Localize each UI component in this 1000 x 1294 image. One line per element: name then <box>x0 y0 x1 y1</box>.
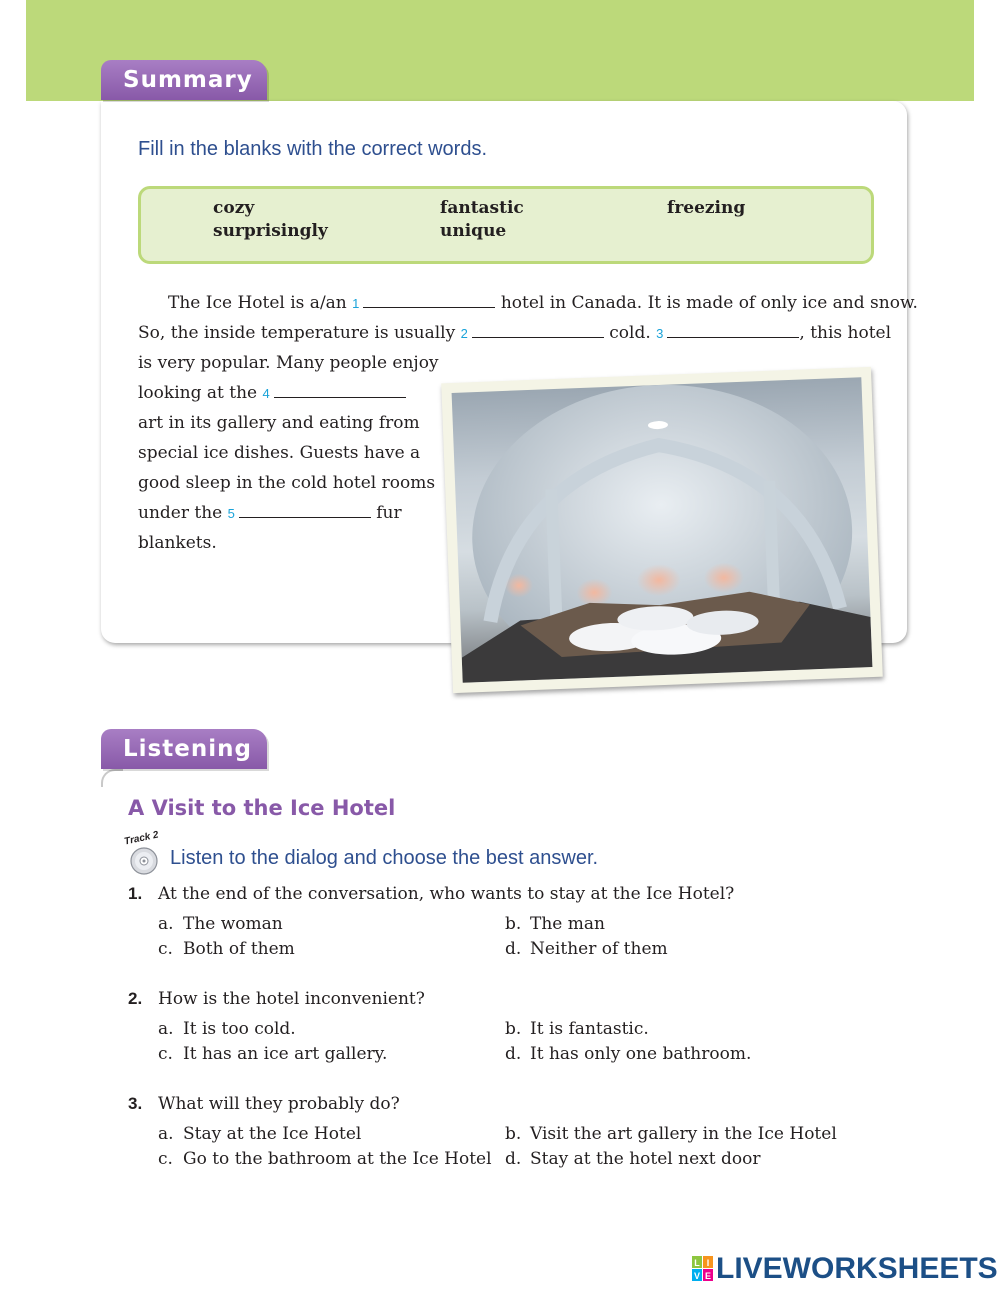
option-text: It is fantastic. <box>530 1019 649 1039</box>
option-letter: a. <box>158 914 174 934</box>
blank-2-input[interactable] <box>472 319 604 338</box>
answer-option[interactable] <box>158 914 283 934</box>
question-number: 3. <box>128 1094 143 1113</box>
track-label: Track 2 <box>123 829 160 848</box>
logo-text: LIVEWORKSHEETS <box>716 1252 998 1285</box>
option-text: Both of them <box>183 939 295 959</box>
listening-instruction: Listen to the dialog and choose the best answer. <box>170 847 599 869</box>
passage-text: , this hotel <box>799 323 892 343</box>
passage-text: hotel in Canada. It is made of only ice and snow. <box>500 293 918 313</box>
question-text: How is the hotel inconvenient? <box>158 989 425 1009</box>
passage-line <box>138 498 402 529</box>
passage-line: art in its gallery and eating from <box>138 413 420 433</box>
blank-number: 5 <box>227 506 235 521</box>
option-letter: b. <box>505 1019 522 1039</box>
passage-text: So, the inside temperature is usually <box>138 323 456 343</box>
word-bank-item: cozy <box>213 198 255 218</box>
cd-icon[interactable] <box>129 846 159 876</box>
blank-5-input[interactable] <box>239 499 371 518</box>
passage-text: The Ice Hotel is a/an <box>168 293 347 313</box>
blank-number: 3 <box>656 326 664 341</box>
question-number: 1. <box>128 884 143 903</box>
option-letter: b. <box>505 1124 522 1144</box>
liveworksheets-logo[interactable] <box>692 1252 998 1286</box>
svg-text:L: L <box>694 1258 700 1268</box>
blank-number: 4 <box>262 386 270 401</box>
answer-option[interactable] <box>505 1019 649 1039</box>
option-letter: b. <box>505 914 522 934</box>
option-text: It has an ice art gallery. <box>183 1044 388 1064</box>
ice-room-illustration <box>452 377 873 683</box>
question-2 <box>128 989 425 1009</box>
blank-1-input[interactable] <box>363 289 495 308</box>
option-letter: c. <box>158 939 173 959</box>
option-text: Stay at the Ice Hotel <box>183 1124 362 1144</box>
word-bank <box>138 186 874 264</box>
option-text: It has only one bathroom. <box>530 1044 752 1064</box>
option-text: Stay at the hotel next door <box>530 1149 761 1169</box>
liveworksheets-mark-icon <box>692 1256 714 1282</box>
option-text: Neither of them <box>530 939 668 959</box>
question-1 <box>128 884 734 904</box>
option-text: Go to the bathroom at the Ice Hotel <box>183 1149 492 1169</box>
summary-tab: Summary <box>101 60 267 100</box>
answer-option[interactable] <box>158 1019 296 1039</box>
word-bank-item: unique <box>440 221 507 241</box>
option-text: The woman <box>183 914 283 934</box>
option-letter: c. <box>158 1044 173 1064</box>
option-text: It is too cold. <box>183 1019 296 1039</box>
option-letter: d. <box>505 939 522 959</box>
passage-line <box>138 378 406 409</box>
blank-number: 2 <box>460 326 468 341</box>
question-number: 2. <box>128 989 143 1008</box>
summary-instruction: Fill in the blanks with the correct words. <box>138 138 488 160</box>
passage-text: fur <box>376 503 402 523</box>
option-letter: d. <box>505 1044 522 1064</box>
passage-line <box>168 288 918 319</box>
listening-title: A Visit to the Ice Hotel <box>128 796 396 820</box>
option-text: Visit the art gallery in the Ice Hotel <box>530 1124 837 1144</box>
passage-line <box>138 318 891 349</box>
answer-option[interactable] <box>158 1124 361 1144</box>
answer-option[interactable] <box>158 939 295 959</box>
option-letter: a. <box>158 1019 174 1039</box>
passage-text: cold. <box>609 323 651 343</box>
option-text: The man <box>530 914 605 934</box>
question-text: At the end of the conversation, who wants to stay at the Ice Hotel? <box>158 884 735 904</box>
word-bank-item: surprisingly <box>213 221 328 241</box>
ice-hotel-photo <box>441 367 883 693</box>
blank-3-input[interactable] <box>667 319 799 338</box>
answer-option[interactable] <box>505 914 605 934</box>
option-letter: d. <box>505 1149 522 1169</box>
passage-text: under the <box>138 503 223 523</box>
word-bank-item: freezing <box>667 198 746 218</box>
answer-option[interactable] <box>505 1124 837 1144</box>
svg-text:V: V <box>693 1271 701 1281</box>
passage-line: good sleep in the cold hotel rooms <box>138 473 436 493</box>
listening-tab: Listening <box>101 729 267 769</box>
blank-4-input[interactable] <box>274 379 406 398</box>
answer-option[interactable] <box>505 1044 751 1064</box>
answer-option[interactable] <box>505 939 668 959</box>
passage-line: is very popular. Many people enjoy <box>138 353 439 373</box>
answer-option[interactable] <box>158 1149 492 1169</box>
blank-number: 1 <box>352 296 360 311</box>
option-letter: a. <box>158 1124 174 1144</box>
word-bank-item: fantastic <box>440 198 524 218</box>
passage-text: looking at the <box>138 383 258 403</box>
question-3 <box>128 1094 400 1114</box>
answer-option[interactable] <box>158 1044 387 1064</box>
svg-text:I: I <box>706 1258 710 1268</box>
answer-option[interactable] <box>505 1149 760 1169</box>
option-letter: c. <box>158 1149 173 1169</box>
passage-line: blankets. <box>138 533 217 553</box>
ice-room-image <box>452 377 873 683</box>
question-text: What will they probably do? <box>158 1094 400 1114</box>
listening-divider <box>101 769 123 787</box>
svg-text:E: E <box>704 1271 712 1281</box>
passage-line: special ice dishes. Guests have a <box>138 443 421 463</box>
